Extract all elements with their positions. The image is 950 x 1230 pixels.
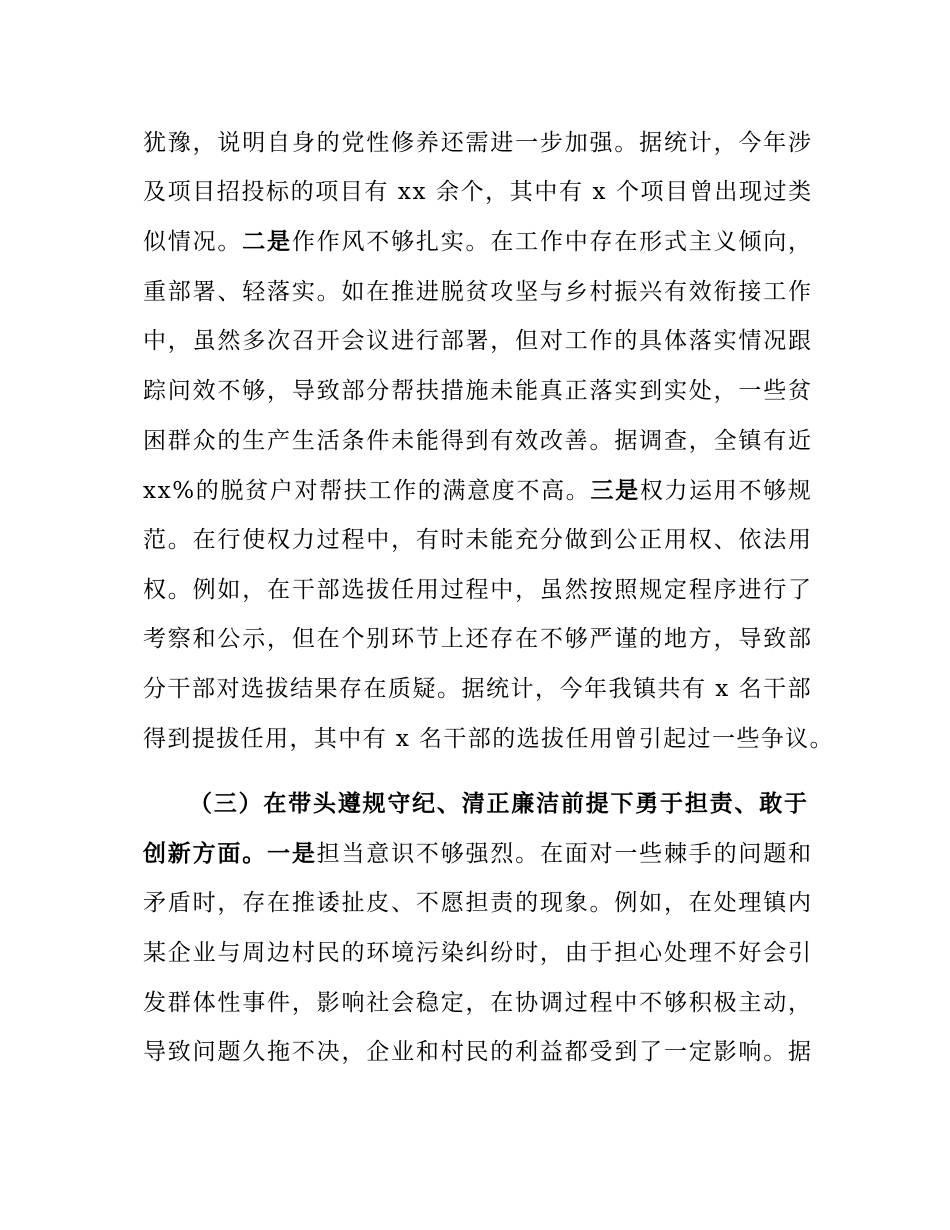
- text-segment: 重部署、轻落实。如在推进脱贫攻坚与乡村振兴有效衔接工作: [143, 279, 813, 305]
- bold-text-segment: 一是: [267, 841, 317, 867]
- text-segment: 某企业与周边村民的环境污染纠纷时，由于担心处理不好会引: [143, 940, 813, 966]
- text-segment: 范。在行使权力过程中，有时未能充分做到公正用权、依法用: [143, 527, 813, 553]
- text-segment: 得到提拔任用，其中有 x 名干部的选拔任用曾引起过一些争议。: [143, 726, 835, 752]
- text-segment: 矛盾时，存在推诿扯皮、不愿担责的现象。例如，在处理镇内: [143, 890, 813, 916]
- text-line: [143, 575, 813, 605]
- text-line: [143, 177, 813, 207]
- text-segment: 导致问题久拖不决，企业和村民的利益都受到了一定影响。据: [143, 1039, 813, 1065]
- text-line: [143, 624, 813, 654]
- text-line: [143, 326, 813, 356]
- text-line: [143, 376, 813, 406]
- bold-text-segment: 创新方面。: [143, 841, 268, 867]
- text-line: [143, 128, 813, 158]
- text-segment: 似情况。: [143, 229, 243, 255]
- text-line: [143, 674, 812, 704]
- bold-text-segment: （三）在带头遵规守纪、清正廉洁前提下勇于担责、敢于: [189, 791, 809, 817]
- text-segment: 权。例如，在干部选拔任用过程中，虽然按照规定程序进行了: [143, 577, 813, 603]
- text-line: [143, 1037, 813, 1067]
- text-line: [143, 525, 813, 555]
- text-segment: 及项目招投标的项目有 xx 余个，其中有 x 个项目曾出现过类: [143, 179, 813, 205]
- bold-text-segment: 二是: [242, 229, 292, 255]
- text-segment: 权力运用不够规: [639, 478, 813, 504]
- text-line: [143, 988, 813, 1018]
- text-segment: 分干部对选拔结果存在质疑。据统计，今年我镇共有 x 名干部: [143, 676, 813, 702]
- text-segment: 困群众的生产生活条件未能得到有效改善。据调查，全镇有近: [143, 428, 813, 454]
- text-line: [143, 476, 812, 506]
- text-line: [143, 724, 834, 754]
- text-segment: 考察和公示，但在个别环节上还存在不够严谨的地方，导致部: [143, 626, 813, 652]
- text-line: [143, 839, 813, 869]
- text-segment: xx%的脱贫户对帮扶工作的满意度不高。: [143, 478, 591, 504]
- text-segment: 担当意识不够强烈。在面对一些棘手的问题和: [316, 841, 813, 867]
- text-line: [143, 426, 813, 456]
- text-segment: 中，虽然多次召开会议进行部署，但对工作的具体落实情况跟: [143, 328, 813, 354]
- text-line: [143, 938, 813, 968]
- text-line: [189, 789, 809, 819]
- text-segment: 踪问效不够，导致部分帮扶措施未能真正落实到实处，一些贫: [143, 378, 813, 404]
- text-line: [143, 277, 813, 307]
- text-line: [143, 888, 813, 918]
- text-line: [143, 227, 813, 257]
- text-segment: 作作风不够扎实。在工作中存在形式主义倾向，: [291, 229, 813, 255]
- bold-text-segment: 三是: [590, 478, 640, 504]
- text-segment: 犹豫，说明自身的党性修养还需进一步加强。据统计，今年涉: [143, 130, 813, 156]
- text-segment: 发群体性事件，影响社会稳定，在协调过程中不够积极主动，: [143, 990, 813, 1016]
